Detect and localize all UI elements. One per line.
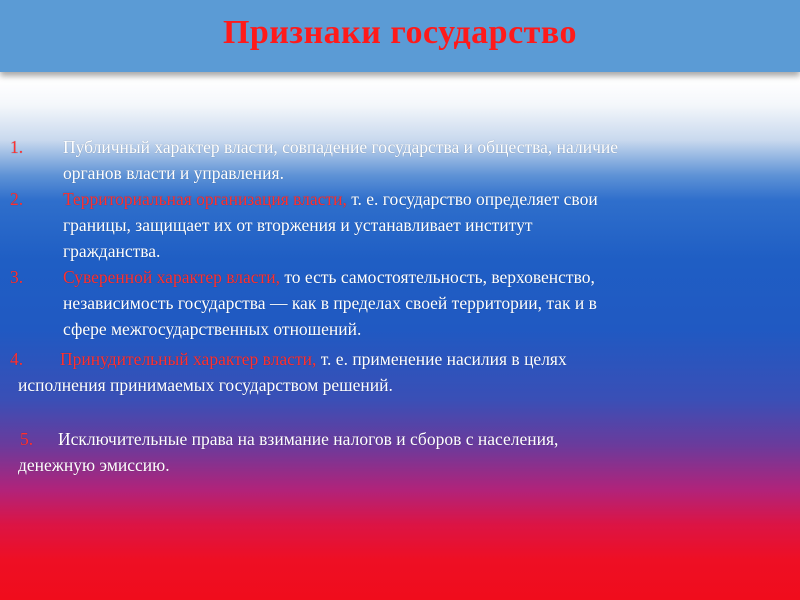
list-item-number: 5. — [20, 429, 34, 449]
line-text: Публичный характер власти, совпадение государства и общества, наличие — [63, 137, 619, 157]
list-item-line — [63, 316, 361, 342]
line-text: независимость государства — как в пределах своей территории, так и в — [63, 293, 597, 313]
list-item-line — [63, 238, 160, 264]
list-item-line — [63, 186, 598, 212]
list-item-number: 4. — [10, 349, 24, 369]
highlight-text: Территориальная организация власти, — [63, 189, 347, 209]
list-item-number: 2. — [10, 189, 24, 209]
line-text: гражданства. — [63, 241, 161, 261]
list-item-line — [58, 426, 558, 452]
list-item-number: 3. — [10, 267, 24, 287]
list-item-number: 1. — [10, 137, 24, 157]
highlight-text: Принудительный характер власти, — [60, 349, 317, 369]
list-item-line — [63, 134, 618, 160]
line-text: границы, защищает их от вторжения и устанавливает институт — [63, 215, 533, 235]
list-item-line — [63, 290, 597, 316]
line-text: исполнения принимаемых государством решений. — [18, 375, 393, 395]
line-text: т. е. применение насилия в целях — [316, 349, 567, 369]
line-text: то есть самостоятельность, верховенство, — [279, 267, 595, 287]
list-item-line — [18, 452, 170, 478]
line-text: т. е. государство определяет свои — [346, 189, 598, 209]
list-item-line — [60, 346, 567, 372]
list-item-line — [63, 212, 532, 238]
line-text: денежную эмиссию. — [18, 455, 170, 475]
list-item-line — [18, 372, 393, 398]
list-item-line — [63, 160, 284, 186]
highlight-text: Суверенной характер власти, — [63, 267, 280, 287]
line-text: Исключительные права на взимание налогов и сборов с населения, — [58, 429, 559, 449]
line-text: органов власти и управления. — [63, 163, 284, 183]
slide-title: Признаки государство — [222, 14, 577, 51]
title-bar — [0, 0, 800, 72]
list-item-line — [63, 264, 595, 290]
line-text: сфере межгосударственных отношений. — [63, 319, 362, 339]
